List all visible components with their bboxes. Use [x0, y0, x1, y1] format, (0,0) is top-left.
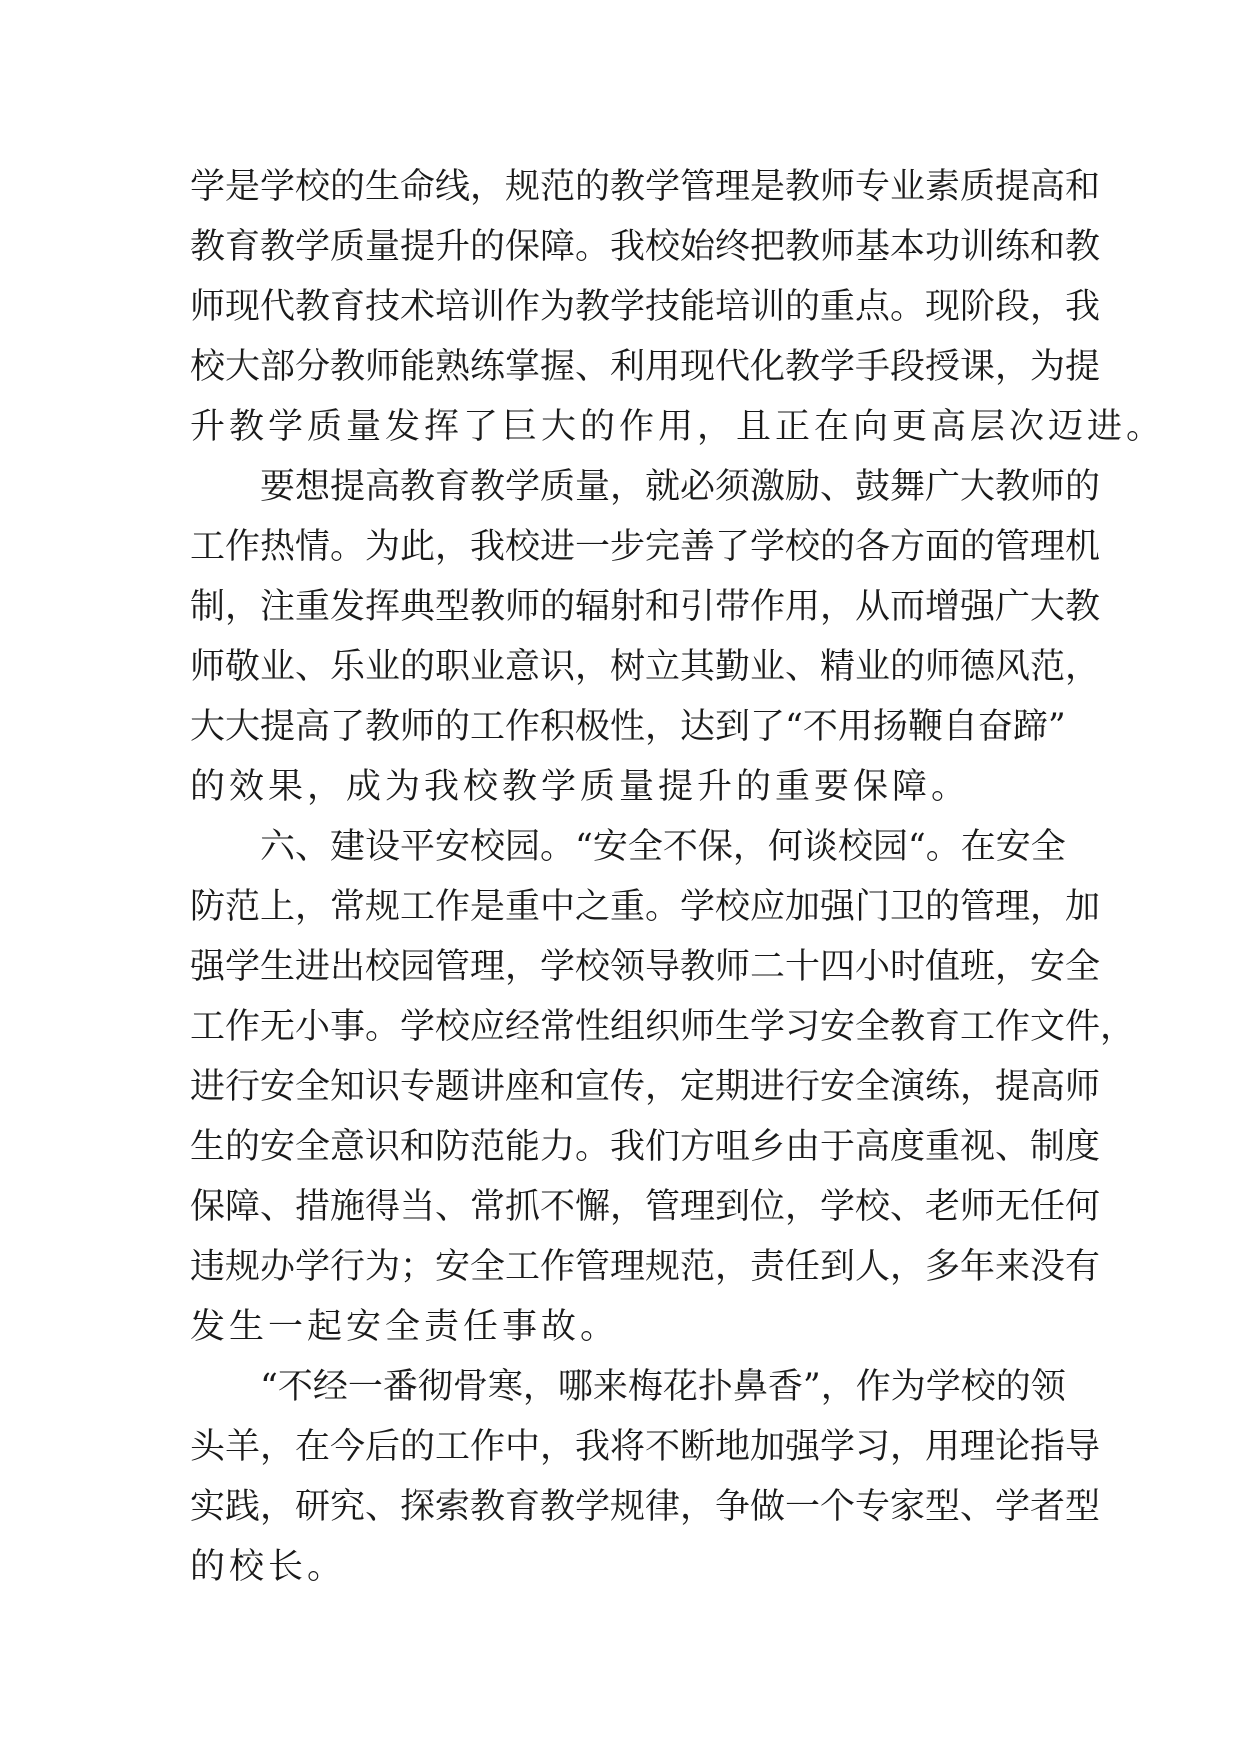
text-line: 实践，研究、探索教育教学规律，争做一个专家型、学者型 — [190, 1487, 1101, 1527]
text-line: 进行安全知识专题讲座和宣传，定期进行安全演练，提高师 — [190, 1067, 1101, 1107]
paragraph-conclusion — [190, 1357, 1101, 1597]
text-line: 强学生进出校园管理，学校领导教师二十四小时值班，安全 — [190, 947, 1101, 987]
text-line: 生的安全意识和防范能力。我们方咀乡由于高度重视、制度 — [190, 1127, 1101, 1167]
text-line: 学是学校的生命线，规范的教学管理是教师专业素质提高和 — [190, 167, 1101, 207]
text-line: 校大部分教师能熟练掌握、利用现代化教学手段授课，为提 — [190, 347, 1101, 387]
text-line: 制，注重发挥典型教师的辐射和引带作用，从而增强广大教 — [190, 587, 1101, 627]
paragraph-teacher-motivation — [190, 457, 1101, 817]
text-line: 师现代教育技术培训作为教学技能培训的重点。现阶段，我 — [190, 287, 1101, 327]
text-line: 大大提高了教师的工作积极性，达到了“不用扬鞭自奋蹄” — [190, 707, 1066, 747]
text-line: 六、建设平安校园。“安全不保，何谈校园“。在安全 — [260, 827, 1066, 867]
text-line: 的效果，成为我校教学质量提升的重要保障。 — [190, 767, 971, 807]
text-line: 升教学质量发挥了巨大的作用，且正在向更高层次迈进。 — [190, 407, 1166, 447]
paragraph-safe-campus — [190, 817, 1136, 1357]
document-body — [190, 157, 1166, 1597]
text-line: 要想提高教育教学质量，就必须激励、鼓舞广大教师的 — [260, 467, 1101, 507]
text-line: 发生一起安全责任事故。 — [190, 1307, 620, 1347]
text-line: 头羊，在今后的工作中，我将不断地加强学习，用理论指导 — [190, 1427, 1101, 1467]
text-line: 工作无小事。学校应经常性组织师生学习安全教育工作文件， — [190, 1007, 1136, 1047]
paragraph-teaching-quality — [190, 157, 1166, 457]
text-line: 违规办学行为；安全工作管理规范，责任到人，多年来没有 — [190, 1247, 1101, 1287]
text-line: 教育教学质量提升的保障。我校始终把教师基本功训练和教 — [190, 227, 1101, 267]
text-line: 保障、措施得当、常抓不懈，管理到位，学校、老师无任何 — [190, 1187, 1101, 1227]
text-line: “不经一番彻骨寒，哪来梅花扑鼻香”，作为学校的领 — [260, 1367, 1066, 1407]
text-line: 防范上，常规工作是重中之重。学校应加强门卫的管理，加 — [190, 887, 1101, 927]
text-line: 师敬业、乐业的职业意识，树立其勤业、精业的师德风范， — [190, 647, 1101, 687]
text-line: 工作热情。为此，我校进一步完善了学校的各方面的管理机 — [190, 527, 1101, 567]
text-line: 的校长。 — [190, 1547, 347, 1587]
